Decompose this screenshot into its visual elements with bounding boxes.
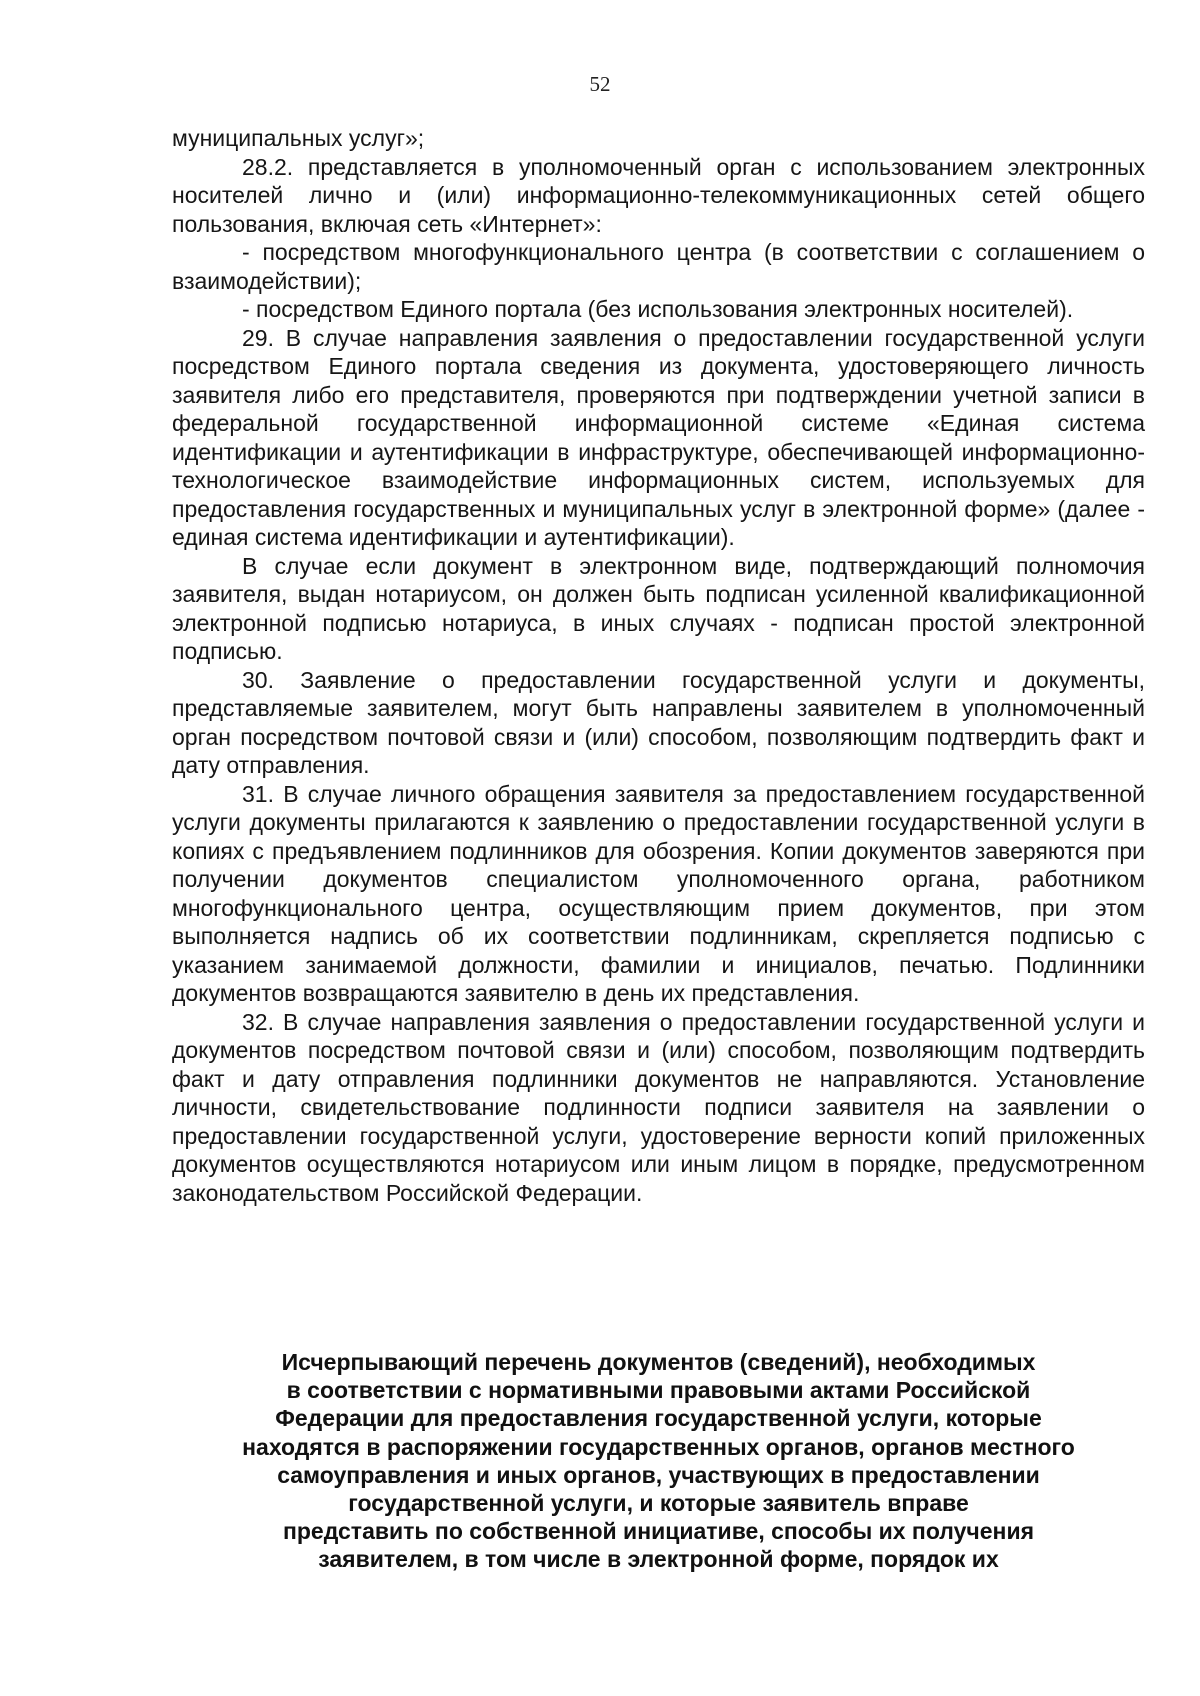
paragraph: 30. Заявление о предоставлении государственной услуги и документы, представляемые заявителем, могут быть направлены заявителем в уполномоченный орган посредством почтовой связи и (или) способом, позволяющим подтвердить факт и дату отправления. [172, 666, 1145, 778]
heading-line: находятся в распоряжении государственных органов, органов местного [242, 1433, 1075, 1460]
heading-line: государственной услуги, и которые заявитель вправе [348, 1490, 969, 1517]
paragraph: 32. В случае направления заявления о предоставлении государственной услуги и документов посредством почтовой связи и (или) способом, позволяющим подтвердить факт и дату отправления подлинники документов не направляются. Установление личности, свидетельствование подлинности подписи заявителя на заявлении о предоставлении государственной услуги, удостоверение верности копий приложенных документов осуществляются нотариусом или иным лицом в порядке, предусмотренном законодательством Российской Федерации. [172, 1008, 1145, 1206]
paragraph: муниципальных услуг»; [172, 125, 425, 151]
section-heading [172, 1348, 1145, 1574]
paragraph: 29. В случае направления заявления о предоставлении государственной услуги посредством Единого портала сведения из документа, удостоверяющего личность заявителя либо его представителя, проверяются при подтверждении учетной записи в федеральной государственной информационной системе «Единая система идентификации и аутентификации в инфраструктуре, обеспечивающей информационно-технологическое взаимодействие информационных систем, используемых для предоставления государственных и муниципальных услуг в электронной форме» (далее - единая система идентификации и аутентификации). [172, 324, 1145, 550]
heading-line: в соответствии с нормативными правовыми актами Российской [286, 1377, 1031, 1404]
heading-line: самоуправления и иных органов, участвующих в предоставлении [277, 1461, 1040, 1488]
paragraph: 28.2. представляется в уполномоченный орган с использованием электронных носителей лично и (или) информационно-телекоммуникационных сетей общего пользования, включая сеть «Интернет»: [172, 153, 1145, 237]
paragraph: В случае если документ в электронном виде, подтверждающий полномочия заявителя, выдан нотариусом, он должен быть подписан усиленной квалификационной электронной подписью нотариуса, в иных случаях - подписан простой электронной подписью. [172, 552, 1145, 664]
page-number: 52 [589, 72, 611, 96]
heading-line: Федерации для предоставления государственной услуги, которые [275, 1405, 1042, 1432]
body-text [172, 124, 1145, 1207]
paragraph: 31. В случае личного обращения заявителя за предоставлением государственной услуги документы прилагаются к заявлению о предоставлении государственной услуги в копиях с предъявлением подлинников для обозрения. Копии документов заверяются при получении документов специалистом уполномоченного органа, работником многофункционального центра, осуществляющим прием документов, при этом выполняется надпись об их соответствии подлинникам, скрепляется подписью с указанием занимаемой должности, фамилии и инициалов, печатью. Подлинники документов возвращаются заявителю в день их представления. [172, 780, 1145, 1006]
heading-line: заявителем, в том числе в электронной форме, порядок их [318, 1546, 999, 1573]
paragraph: - посредством Единого портала (без использования электронных носителей). [242, 296, 1074, 322]
heading-line: Исчерпывающий перечень документов (сведений), необходимых [281, 1349, 1036, 1375]
heading-line: представить по собственной инициативе, способы их получения [282, 1518, 1034, 1545]
paragraph: - посредством многофункционального центра (в соответствии с соглашением о взаимодействии); [172, 239, 1145, 294]
